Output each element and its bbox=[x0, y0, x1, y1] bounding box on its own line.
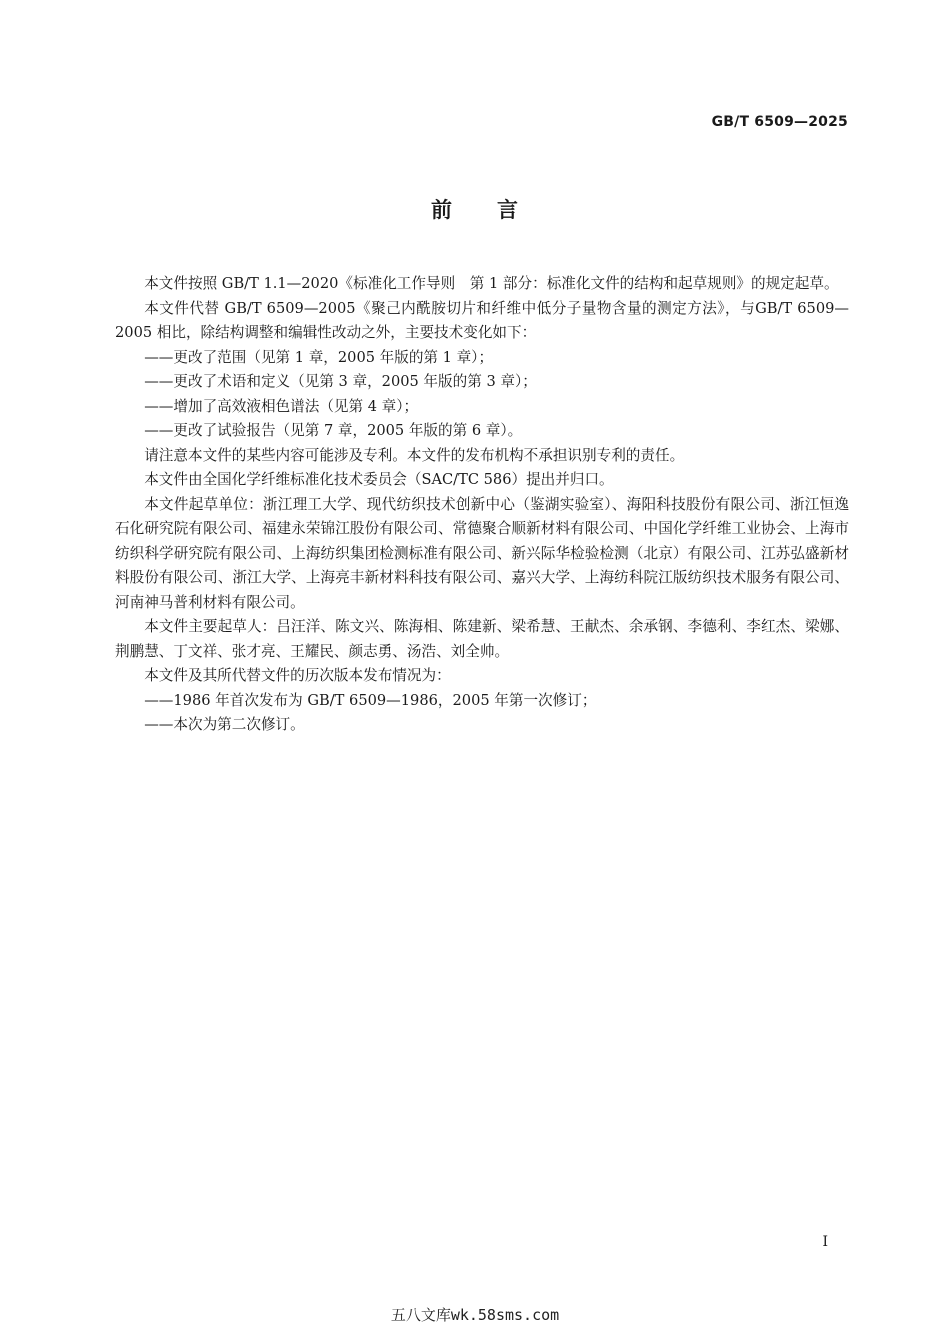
paragraph-drafting-rules: 本文件按照 GB/T 1.1—2020《标准化工作导则 第 1 部分：标准化文件的结构和起草规则》的规定起草。 bbox=[144, 275, 839, 292]
title-char-1: 前 bbox=[431, 198, 453, 222]
history-item: ——1986 年首次发布为 GB/T 6509—1986，2005 年第一次修订； bbox=[144, 691, 597, 709]
change-item: ——增加了高效液相色谱法（见第 4 章）； bbox=[144, 397, 419, 415]
history-item: ——本次为第二次修订。 bbox=[144, 716, 305, 733]
standard-number: GB/T 6509—2025 bbox=[711, 114, 848, 130]
paragraph-patent-notice: 请注意本文件的某些内容可能涉及专利。本文件的发布机构不承担识别专利的责任。 bbox=[144, 446, 685, 464]
watermark-text: 五八文库wk.58sms.com bbox=[390, 1306, 560, 1324]
paragraph-replacement: 本文件代替 GB/T 6509—2005《聚己内酰胺切片和纤维中低分子量物含量的测定方法》，与GB/T 6509—2005 相比，除结构调整和编辑性改动之外，主要技术变化如下： bbox=[115, 299, 849, 341]
page-title bbox=[0, 194, 950, 224]
paragraph-version-history: 本文件及其所代替文件的历次版本发布情况为： bbox=[144, 667, 451, 684]
title-char-2: 言 bbox=[497, 198, 519, 222]
paragraph-drafters: 本文件主要起草人：吕汪洋、陈文兴、陈海相、陈建新、梁希慧、王献杰、余承钢、李德利、李红杰、梁娜、荆鹏慧、丁文祥、张才亮、王耀民、颜志勇、汤浩、刘全帅。 bbox=[115, 618, 849, 660]
change-item: ——更改了试验报告（见第 7 章，2005 年版的第 6 章）。 bbox=[144, 422, 523, 439]
paragraph-committee: 本文件由全国化学纤维标准化技术委员会（SAC/TC 586）提出并归口。 bbox=[144, 471, 614, 488]
change-item: ——更改了术语和定义（见第 3 章，2005 年版的第 3 章）； bbox=[144, 373, 537, 390]
foreword-body bbox=[115, 272, 849, 738]
change-item: ——更改了范围（见第 1 章，2005 年版的第 1 章）； bbox=[144, 348, 494, 366]
page-number: I bbox=[822, 1234, 828, 1250]
paragraph-drafting-units: 本文件起草单位：浙江理工大学、现代纺织技术创新中心（鉴湖实验室）、海阳科技股份有限公司、浙江恒逸石化研究院有限公司、福建永荣锦江股份有限公司、常德聚合顺新材料有限公司、中国化学纤维工业协会、上海市纺织科学研究院有限公司、上海纺织集团检测标准有限公司、新兴际华检验检测（北京）有限公司、江苏弘盛新材料股份有限公司、浙江大学、上海亮丰新材料科技有限公司、嘉兴大学、上海纺科院江版纺织技术服务有限公司、河南神马普利材料有限公司。 bbox=[115, 495, 849, 611]
